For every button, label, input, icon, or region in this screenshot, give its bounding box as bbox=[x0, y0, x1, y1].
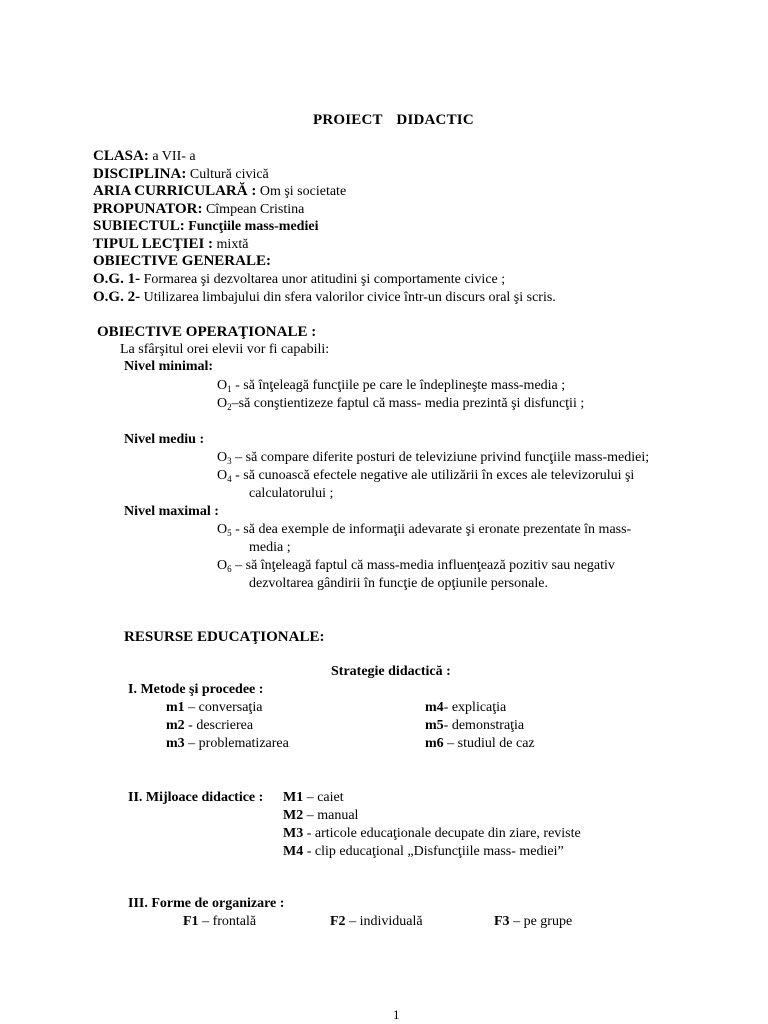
og1-line bbox=[93, 270, 505, 289]
objective-o4-continuation: calculatorului ; bbox=[249, 486, 334, 501]
document-title: PROIECT DIDACTIC bbox=[313, 112, 474, 128]
method-m3: m3 – problematizarea bbox=[166, 736, 289, 751]
method-m4: m4- explicaţia bbox=[425, 700, 507, 715]
means-m4: M4 - clip educaţional „Disfuncţiile mass- mediei” bbox=[283, 844, 564, 859]
operational-objectives-heading: OBIECTIVE OPERAŢIONALE : bbox=[97, 324, 317, 340]
means-m3: M3 - articole educaţionale decupate din ziare, reviste bbox=[283, 826, 581, 841]
operational-intro: La sfârşitul orei elevii vor fi capabili: bbox=[120, 342, 330, 357]
method-m6: m6 – studiul de caz bbox=[425, 736, 535, 751]
objective-o6-continuation: dezvoltarea gândirii în funcţie de opţiunile personale. bbox=[249, 576, 548, 591]
forms-heading: III. Forme de organizare : bbox=[128, 896, 285, 911]
tipul-value: mixtă bbox=[216, 237, 249, 252]
clasa-line bbox=[93, 147, 196, 166]
objective-o3: $O_3$ – să compare diferite posturi de televiziune privind funcţiile mass-mediei; bbox=[217, 450, 650, 466]
method-m5: m5- demonstraţia bbox=[425, 718, 525, 733]
nivel-maximal-label: Nivel maximal : bbox=[124, 504, 219, 519]
propunator-value: Cîmpean Cristina bbox=[205, 202, 305, 217]
strategy-heading: Strategie didactică : bbox=[331, 664, 451, 679]
objective-o5-continuation: media ; bbox=[249, 540, 291, 555]
means-heading: II. Mijloace didactice : bbox=[128, 790, 264, 805]
methods-heading: I. Metode şi procedee : bbox=[128, 682, 264, 697]
means-m1: M1 – caiet bbox=[283, 790, 344, 805]
method-m2: m2 - descrierea bbox=[166, 718, 254, 733]
clasa-value: a VII- a bbox=[152, 149, 196, 164]
page-number: 1 bbox=[393, 1007, 400, 1022]
objective-o6: $O_6$ – să înţeleagă faptul că mass-media influenţează pozitiv sau negativ bbox=[217, 558, 615, 574]
general-objectives-heading: OBIECTIVE GENERALE: bbox=[93, 253, 271, 269]
means-m2: M2 – manual bbox=[283, 808, 359, 823]
aria-label: ARIA CURRICULARĂ : bbox=[93, 183, 257, 199]
form-f2: F2 – individuală bbox=[330, 914, 423, 929]
objective-o4: $O_4$ - să cunoască efectele negative ale utilizării în exces ale televizorului şi bbox=[217, 468, 635, 484]
subiectul-value: Funcţiile mass-mediei bbox=[188, 219, 319, 234]
clasa-label: CLASA: bbox=[93, 148, 149, 164]
aria-value: Om şi societate bbox=[259, 184, 347, 199]
objective-o2: $O_2-să$ conştientizeze faptul că mass- media prezintă şi disfuncţii ; bbox=[217, 396, 585, 412]
disciplina-label: DISCIPLINA: bbox=[93, 166, 187, 182]
subiectul-label: SUBIECTUL: bbox=[93, 218, 185, 234]
propunator-label: PROPUNATOR: bbox=[93, 201, 203, 217]
form-f1: F1 – frontală bbox=[183, 914, 257, 929]
aria-line bbox=[93, 182, 346, 201]
objective-o1: $O_1$ - să înţeleagă funcţiile pe care le îndeplineşte mass-media ; bbox=[217, 378, 566, 394]
tipul-label: TIPUL LECŢIEI : bbox=[93, 236, 214, 252]
og2-label: O.G. 2- bbox=[93, 289, 141, 305]
nivel-minimal-label: Nivel minimal: bbox=[124, 359, 214, 374]
subiectul-line bbox=[93, 217, 318, 236]
nivel-mediu-label: Nivel mediu : bbox=[124, 432, 205, 447]
og1-text: Formarea şi dezvoltarea unor atitudini şi comportamente civice ; bbox=[143, 272, 506, 287]
form-f3: F3 – pe grupe bbox=[494, 914, 573, 929]
og1-label: O.G. 1- bbox=[93, 271, 141, 287]
disciplina-value: Cultură civică bbox=[189, 167, 269, 182]
objective-o5: $O_5$ - să dea exemple de informaţii adevarate şi eronate prezentate în mass- bbox=[217, 522, 632, 538]
og2-text: Utilizarea limbajului din sfera valorilor civice într-un discurs oral şi scris. bbox=[143, 290, 556, 305]
og2-line bbox=[93, 288, 556, 307]
resources-heading: RESURSE EDUCAŢIONALE: bbox=[124, 629, 325, 645]
method-m1: m1 – conversaţia bbox=[166, 700, 263, 715]
